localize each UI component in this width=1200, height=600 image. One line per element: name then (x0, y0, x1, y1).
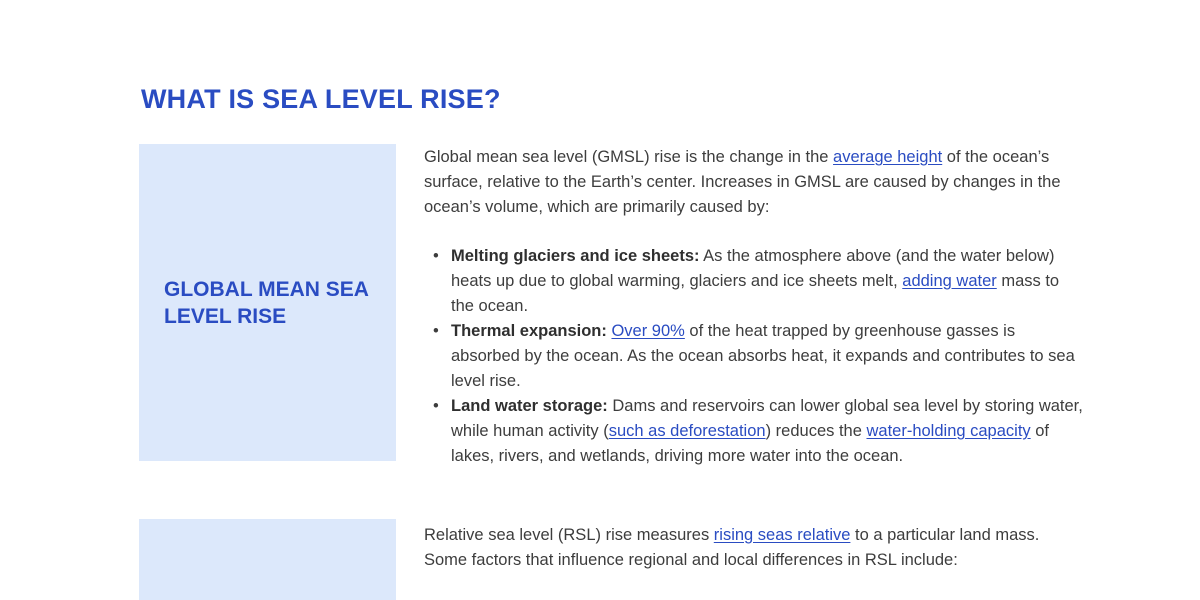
gmsl-side-label: GLOBAL MEAN SEA LEVEL RISE (164, 278, 369, 328)
bullet-text: Dams and reservoirs can lower global sea level by storing water, while human activity ( (451, 397, 1083, 440)
gmsl-causes-list (424, 244, 1084, 469)
list-item-melting-glaciers (433, 244, 1084, 319)
bullet-title: Thermal expansion: (451, 322, 607, 340)
deforestation-link[interactable]: such as deforestation (608, 422, 766, 440)
gmsl-side-panel (139, 144, 396, 461)
bullet-icon: • (433, 322, 439, 340)
bullet-text: of the heat trapped by greenhouse gasses is absorbed by the ocean. As the ocean absorbs heat, it expands and contributes to sea level rise. (451, 322, 1075, 390)
list-item-land-water-storage (433, 394, 1084, 469)
rsl-side-panel (139, 519, 396, 600)
gmsl-content (424, 145, 1084, 469)
rising-seas-relative-link[interactable]: rising seas relative (713, 526, 851, 544)
water-holding-capacity-link[interactable]: water-holding capacity (866, 422, 1031, 440)
list-item-thermal-expansion (433, 319, 1084, 394)
bullet-text: of lakes, rivers, and wetlands, driving more water into the ocean. (451, 422, 1050, 465)
rsl-content (424, 523, 1084, 573)
page-title: WHAT IS SEA LEVEL RISE? (141, 84, 501, 114)
average-height-link[interactable]: average height (833, 148, 943, 166)
bullet-text: As the atmosphere above (and the water below) heats up due to global warming, glaciers and ice sheets melt, (451, 247, 1055, 290)
bullet-text: ) reduces the (765, 422, 867, 440)
rsl-intro-text-1: Relative sea level (RSL) rise measures (424, 526, 714, 544)
bullet-text: mass to the ocean. (451, 272, 1060, 315)
gmsl-intro-text-2: of the ocean’s surface, relative to the Earth’s center. Increases in GMSL are caused by changes in the ocean’s volume, which are primarily caused by: (424, 148, 1061, 216)
bullet-icon: • (433, 397, 439, 415)
gmsl-intro-paragraph (424, 145, 1084, 220)
over-90-percent-link[interactable]: Over 90% (611, 322, 685, 340)
rsl-intro-paragraph (424, 523, 1084, 573)
bullet-title: Melting glaciers and ice sheets: (451, 247, 700, 265)
bullet-title: Land water storage: (451, 397, 608, 415)
gmsl-intro-text-1: Global mean sea level (GMSL) rise is the change in the (424, 148, 834, 166)
adding-water-link[interactable]: adding water (902, 272, 997, 290)
bullet-icon: • (433, 247, 439, 265)
rsl-intro-text-2: to a particular land mass. Some factors that influence regional and local differences in RSL include: (424, 526, 1040, 569)
